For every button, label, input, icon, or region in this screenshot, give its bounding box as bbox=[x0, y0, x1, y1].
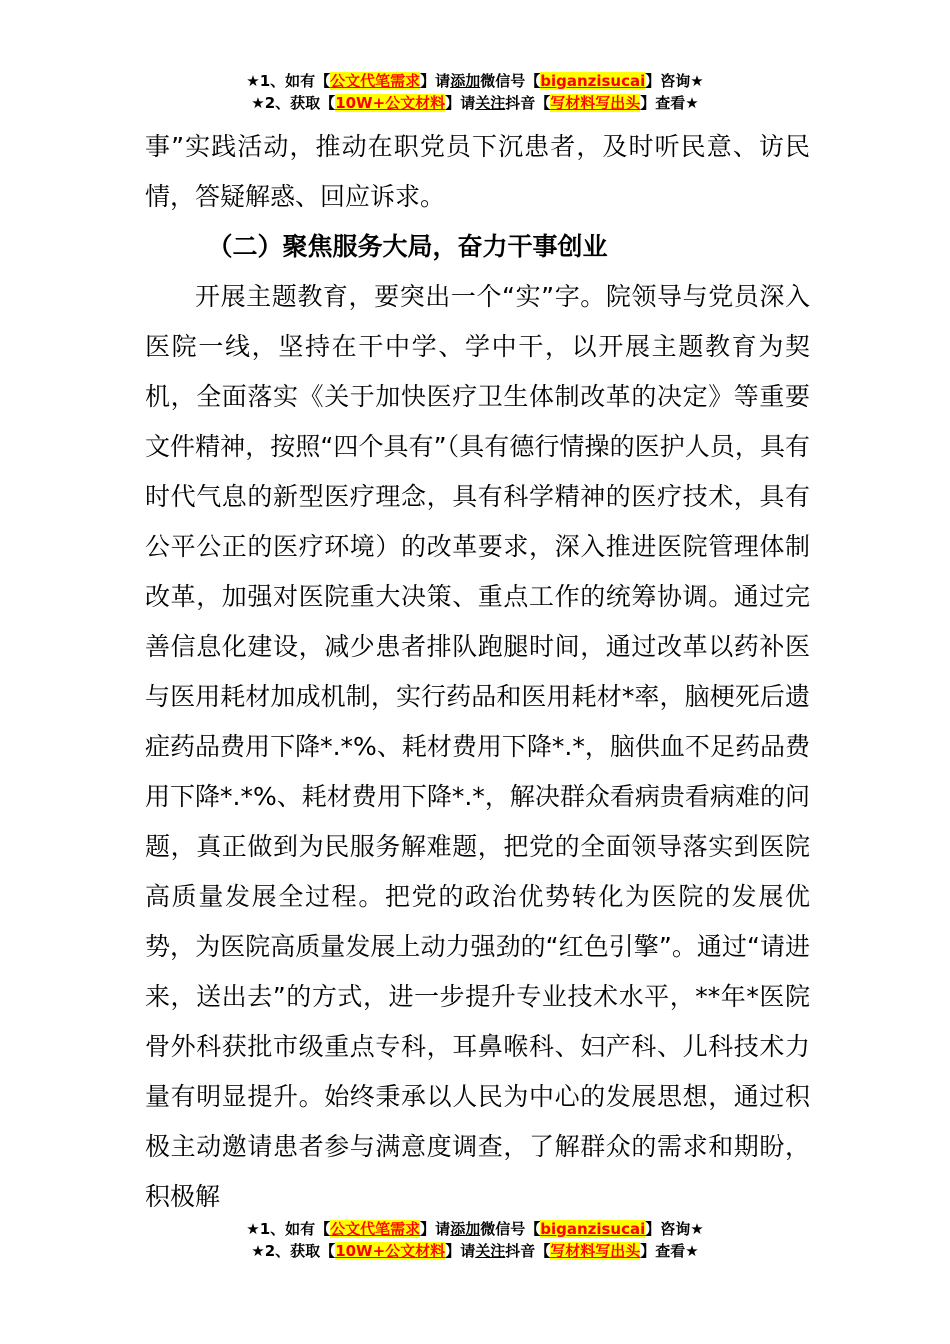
banner-text: 】请 bbox=[445, 94, 476, 112]
highlight-wechat-id: biganzisucai bbox=[540, 72, 646, 90]
top-banner bbox=[0, 70, 950, 114]
highlight-materials: 10W+公文材料 bbox=[335, 94, 446, 112]
banner-text: 】请 bbox=[420, 72, 451, 90]
highlight-writing-service: 公文代笔需求 bbox=[330, 1220, 421, 1238]
banner-text: ★1、如有【 bbox=[246, 1220, 331, 1238]
banner-text: 】咨询★ bbox=[645, 1220, 704, 1238]
underlined-text: 添加 bbox=[450, 72, 481, 90]
underlined-text: 关注 bbox=[475, 94, 506, 112]
banner-text: 】请 bbox=[445, 1242, 476, 1260]
highlight-writing-service: 公文代笔需求 bbox=[330, 72, 421, 90]
highlight-douyin-account: 写材料写出头 bbox=[550, 94, 641, 112]
banner-line-2 bbox=[0, 92, 950, 114]
highlight-douyin-account: 写材料写出头 bbox=[550, 1242, 641, 1260]
banner-text: ★1、如有【 bbox=[246, 72, 331, 90]
underlined-text: 关注 bbox=[475, 1242, 506, 1260]
continuation-paragraph: 事”实践活动，推动在职党员下沉患者，及时听民意、访民情，答疑解惑、回应诉求。 bbox=[145, 132, 810, 211]
banner-text: 微信号【 bbox=[480, 1220, 541, 1238]
banner-text: ★2、获取【 bbox=[251, 1242, 336, 1260]
banner-text: 】请 bbox=[420, 1220, 451, 1238]
body-paragraph: 开展主题教育，要突出一个“实”字。院领导与党员深入医院一线，坚持在干中学、学中干，以开展主题教育为契机，全面落实《关于加快医疗卫生体制改革的决定》等重要文件精神，按照“四个具有”（具有德行情操的医护人员，具有时代气息的新型医疗理念，具有科学精神的医疗技术，具有公平公正的医疗环境）的改革要求，深入推进医院管理体制改革，加强对医院重大决策、重点工作的统筹协调。通过完善信息化建设，减少患者排队跑腿时间，通过改革以药补医与医用耗材加成机制，实行药品和医用耗材*率，脑梗死后遗症药品费用下降*.*%、耗材费用下降*.*，脑供血不足药品费用下降*.*%、耗材费用下降*.*，解决群众看病贵看病难的问题，真正做到为民服务解难题，把党的全面领导落实到医院高质量发展全过程。把党的政治优势转化为医院的发展优势，为医院高质量发展上动力强劲的“红色引擎”。通过“请进来，送出去”的方式，进一步提升专业技术水平，**年*医院骨外科获批市级重点专科，耳鼻喉科、妇产科、儿科技术力量有明显提升。始终秉承以人民为中心的发展思想，通过积极主动邀请患者参与满意度调查，了解群众的需求和期盼，积极解 bbox=[145, 282, 810, 1211]
banner-line-2 bbox=[0, 1240, 950, 1262]
banner-line-1 bbox=[0, 1218, 950, 1240]
banner-text: 抖音【 bbox=[505, 94, 551, 112]
banner-text: 微信号【 bbox=[480, 72, 541, 90]
banner-text: 】咨询★ bbox=[645, 72, 704, 90]
highlight-materials: 10W+公文材料 bbox=[335, 1242, 446, 1260]
banner-line-1 bbox=[0, 70, 950, 92]
document-body bbox=[145, 122, 810, 1222]
banner-text: 】查看★ bbox=[640, 1242, 699, 1260]
section-heading: （二）聚焦服务大局，奋力干事创业 bbox=[207, 232, 608, 261]
underlined-text: 添加 bbox=[450, 1220, 481, 1238]
bottom-banner bbox=[0, 1218, 950, 1262]
banner-text: 】查看★ bbox=[640, 94, 699, 112]
banner-text: ★2、获取【 bbox=[251, 94, 336, 112]
banner-text: 抖音【 bbox=[505, 1242, 551, 1260]
highlight-wechat-id: biganzisucai bbox=[540, 1220, 646, 1238]
